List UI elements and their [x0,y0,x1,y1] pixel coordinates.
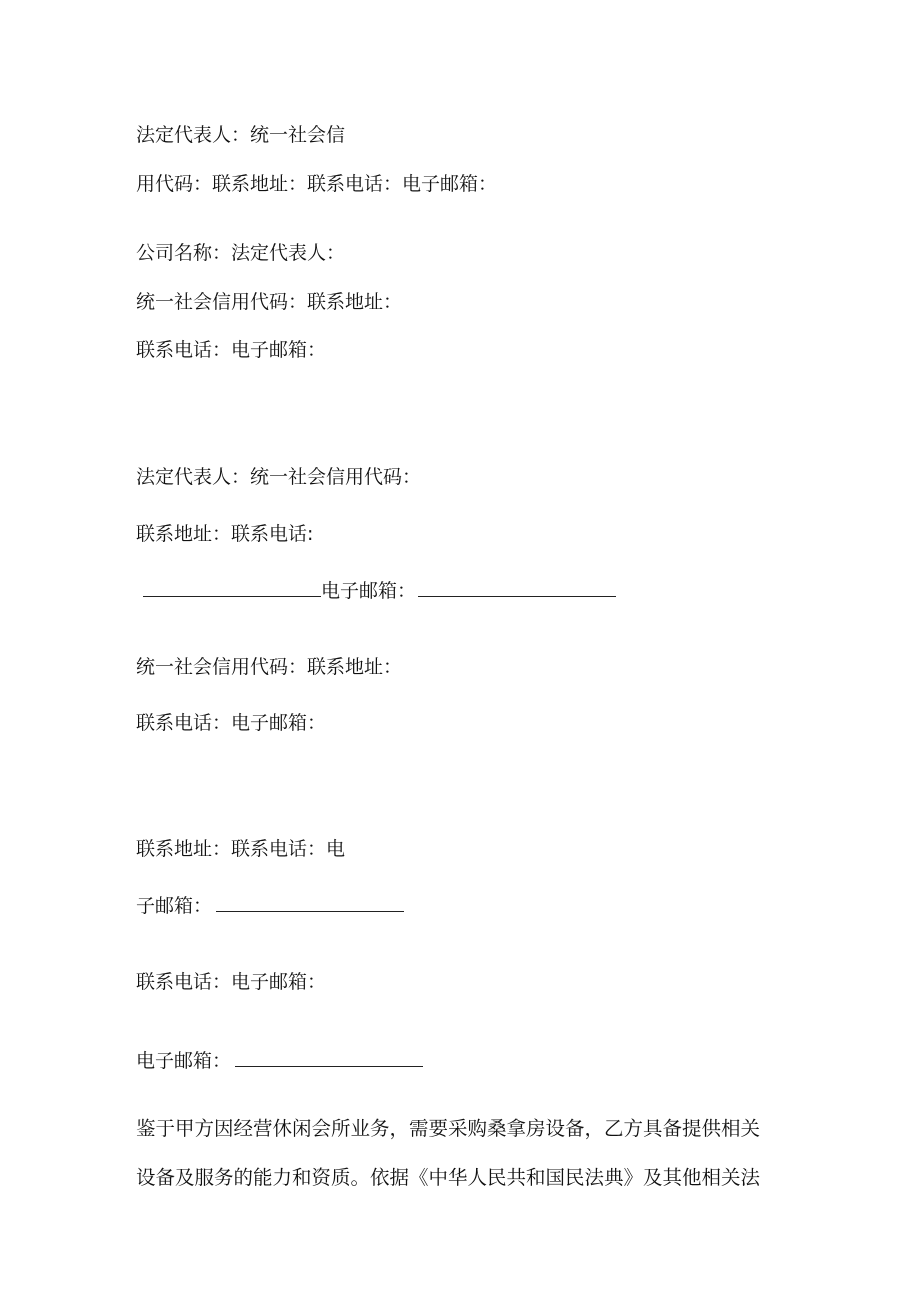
text-line: 统一社会信用代码：联系地址： [136,291,403,313]
text-line: 法定代表人：统一社会信用代码： [136,466,422,488]
fill-in-blank [235,1048,423,1067]
text-line: 法定代表人：统一社会信 [136,124,346,146]
text-line: 用代码：联系地址：联系电话：电子邮箱： [136,173,498,195]
fill-in-blank [418,578,616,597]
text-line: 联系电话：电子邮箱： [136,712,327,734]
text-line-with-blank [136,1048,423,1073]
text-line-with-blanks [143,578,616,603]
email-label: 电子邮箱： [321,580,417,602]
email-label: 子邮箱： [136,895,213,917]
text-line: 联系地址：联系电话: [136,523,314,545]
text-line: 联系地址：联系电话：电 [136,838,346,860]
text-line: 联系电话：电子邮箱： [136,339,327,361]
email-label: 电子邮箱： [136,1050,232,1072]
fill-in-blank [143,578,321,597]
text-line: 公司名称：法定代表人： [136,242,346,264]
paragraph-line: 设备及服务的能力和资质。依据《中华人民共和国民法典》及其他相关法 [136,1166,761,1189]
text-line: 统一社会信用代码：联系地址： [136,656,403,678]
fill-in-blank [216,893,404,912]
paragraph-line: 鉴于甲方因经营休闲会所业务，需要采购桑拿房设备，乙方具备提供相关 [136,1117,761,1140]
text-line-with-blank [136,893,404,918]
text-line: 联系电话：电子邮箱： [136,971,327,993]
